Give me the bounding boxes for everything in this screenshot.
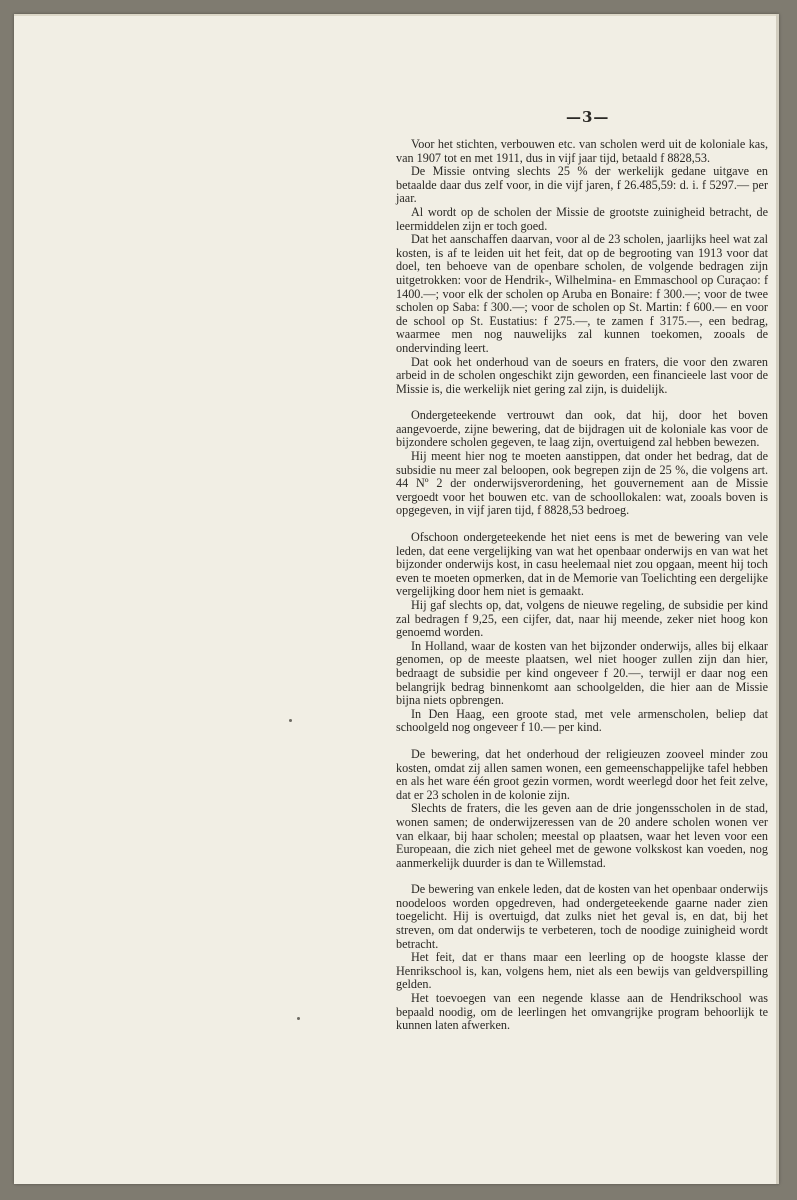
paragraph: In Den Haag, een groote stad, met vele armenscholen, beliep dat schoolgeld nog ongeveer f 10.— per kind. [396,706,768,735]
paragraph: Voor het stichten, verbouwen etc. van scholen werd uit de koloniale kas, van 1907 tot en met 1911, dus in vijf jaar tijd, betaald f 8828,53. [396,137,768,165]
paragraph: De bewering van enkele leden, dat de kosten van het openbaar onderwijs noodeloos worden opgedreven, had ondergeteekende gaarne nader zien toegelicht. Hij is overtuigd, dat zulks niet het geval is, en dat, bij het streven, om dat onderwijs te verbeteren, toch de noodige zuinigheid wordt betracht. [396,882,768,951]
paragraph: Het feit, dat er thans maar een leerling op de hoogste klasse der Henrikschool is, kan, volgens hem, niet als een bewijs van geldverspilling gelden. [396,950,768,992]
document-page [14,14,779,1184]
paragraph: Dat het aanschaffen daarvan, voor al de 23 scholen, jaarlijks heel wat zal kosten, is af te leiden uit het feit, dat op de begrooting van 1913 voor dat doel, ten behoeve van de openbare scholen, de volgende bedragen zijn uitgetrokken: voor de Hendrik-, Wilhelmina- en Emmaschool op Curaçao: f 1400.—; voor elk der scholen op Aruba en Bonaire: f 300.—; voor de twee scholen op Saba: f 300.—; voor de scholen op St. Martin: f 600.— en voor de school op St. Eustatius: f 275.—, te zamen f 3175.—, een bedrag, waarmee men nog nauwelijks zal kunnen toekomen, zooals de ondervinding leert. [396,232,768,355]
page-edge-top [14,14,779,16]
paragraph: Het toevoegen van een negende klasse aan de Hendrikschool was bepaald noodig, om de leerlingen het omvangrijke program behoorlijk te kunnen laten afwerken. [396,991,768,1033]
page-number: —3— [566,108,610,126]
paragraph: Ondergeteekende vertrouwt dan ook, dat hij, door het boven aangevoerde, zijne bewering, dat de bijdragen uit de koloniale kas voor de bijzondere scholen gegeven, te laag zijn, overtuigend zal hebben bewezen. [396,408,768,450]
paragraph: Hij gaf slechts op, dat, volgens de nieuwe regeling, de subsidie per kind zal bedragen f 9,25, een cijfer, dat, naar hij meende, zeker niet hoog kon genoemd worden. [396,598,768,640]
section-gap [396,735,768,748]
paper-speck [297,1017,300,1020]
paragraph: Al wordt op de scholen der Missie de grootste zuinigheid betracht, de leermiddelen zijn er toch goed. [396,204,768,233]
paragraph: Slechts de fraters, die les geven aan de drie jongensscholen in de stad, wonen samen; de onderwijzeressen van de 20 andere scholen wonen ver van elkaar, bij haar scholen; meestal op plaatsen, waar het leven voor een Europeaan, die zich niet geheel met de gewone volkskost kan voeden, nog aanmerkelijk duurder is dan te Willemstad. [396,801,768,870]
paper-speck [289,719,292,722]
body-text [396,138,768,1033]
paragraph: Ofschoon ondergeteekende het niet eens is met de bewering van vele leden, dat eene vergelijking van wat het openbaar onderwijs en van wat het bijzonder onderwijs kost, in casu heelemaal niet zou opgaan, meent hij toch even te moeten opmerken, dat in de Memorie van Toelichting een dergelijke vergelijking door hem niet is gemaakt. [396,530,768,599]
paragraph: Hij meent hier nog te moeten aanstippen, dat onder het bedrag, dat de subsidie nu meer zal beloopen, ook begrepen zijn de 25 %, die volgens art. 44 Nº 2 der onderwijsverordening, het gouvernement aan de Missie vergoedt voor het bouwen etc. van de schoollokalen: wat, zooals boven is opgegeven, in vijf jaren tijd, f 8828,53 bedroeg. [396,449,768,518]
paragraph: De bewering, dat het onderhoud der religieuzen zooveel minder zou kosten, omdat zij allen samen wonen, een gemeenschappelijke tafel hebben en als het ware één groot gezin vormen, wordt weerlegd door het feit zelve, dat er 23 scholen in de kolonie zijn. [396,746,768,802]
paragraph: Dat ook het onderhoud van de soeurs en fraters, die voor den zwaren arbeid in de scholen ongeschikt zijn geworden, een financieele last voor de Missie is, die werkelijk niet gering zal zijn, is duidelijk. [396,354,768,396]
paragraph: De Missie ontving slechts 25 % der werkelijk gedane uitgave en betaalde daar dus zelf voor, in die vijf jaren, f 26.485,59: d. i. f 5297.— per jaar. [396,164,768,206]
page-edge-right [776,14,779,1184]
paragraph: In Holland, waar de kosten van het bijzonder onderwijs, alles bij elkaar genomen, op de meeste plaatsen, wel niet hooger zullen zijn dan hier, bedraagt de subsidie per kind ongeveer f 20.—, terwijl er daar nog een belangrijk bedrag binnenkomt aan schoolgelden, die hier aan de Missie bijna niets opbrengen. [396,638,768,708]
